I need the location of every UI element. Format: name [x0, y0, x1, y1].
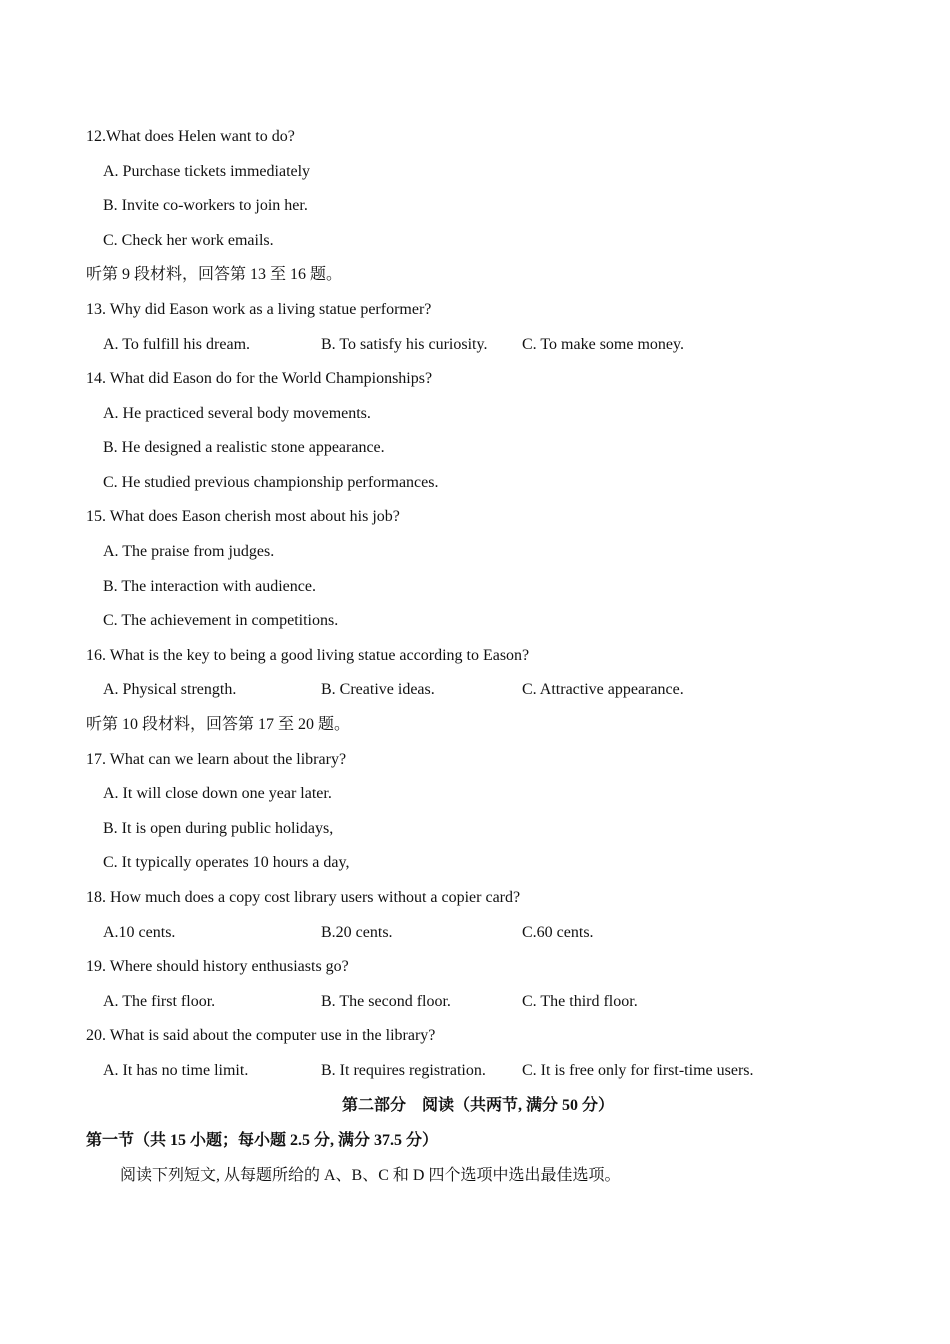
q13-option-c: C. To make some money.: [522, 336, 684, 353]
q20-option-a: A. It has no time limit.: [103, 1062, 249, 1079]
q13-option-b: B. To satisfy his curiosity.: [321, 336, 488, 353]
q12-option-a: A. Purchase tickets immediately: [103, 163, 311, 180]
q19-option-c: C. The third floor.: [522, 993, 638, 1010]
q16-option-a: A. Physical strength.: [103, 681, 237, 698]
q16-option-c: C. Attractive appearance.: [522, 681, 684, 698]
q17-option-b: B. It is open during public holidays,: [103, 820, 334, 837]
q18-option-b: B.20 cents.: [321, 924, 393, 941]
q12-option-b: B. Invite co-workers to join her.: [103, 197, 308, 214]
q14-option-a: A. He practiced several body movements.: [103, 405, 371, 422]
question-16: 16. What is the key to being a good living statue according to Eason?: [86, 647, 530, 664]
q18-option-a: A.10 cents.: [103, 924, 176, 941]
q19-option-b: B. The second floor.: [321, 993, 451, 1010]
reading-instruction: 阅读下列短文, 从每题所给的 A、B、C 和 D 四个选项中选出最佳选项。: [120, 1167, 621, 1184]
q17-option-a: A. It will close down one year later.: [103, 785, 332, 802]
section-10-instruction: 听第 10 段材料，回答第 17 至 20 题。: [86, 716, 351, 733]
q20-option-b: B. It requires registration.: [321, 1062, 486, 1079]
q15-option-a: A. The praise from judges.: [103, 543, 275, 560]
question-12: 12.What does Helen want to do?: [86, 128, 295, 145]
question-20: 20. What is said about the computer use in the library?: [86, 1027, 436, 1044]
q13-option-a: A. To fulfill his dream.: [103, 336, 251, 353]
q20-option-c: C. It is free only for first-time users.: [522, 1062, 754, 1079]
q17-option-c: C. It typically operates 10 hours a day,: [103, 854, 350, 871]
q12-option-c: C. Check her work emails.: [103, 232, 274, 249]
question-17: 17. What can we learn about the library?: [86, 751, 347, 768]
q19-option-a: A. The first floor.: [103, 993, 216, 1010]
question-15: 15. What does Eason cherish most about his job?: [86, 508, 400, 525]
section-1-title: 第一节（共 15 小题；每小题 2.5 分, 满分 37.5 分）: [86, 1132, 439, 1149]
question-13: 13. Why did Eason work as a living statue performer?: [86, 301, 432, 318]
q16-option-b: B. Creative ideas.: [321, 681, 435, 698]
question-18: 18. How much does a copy cost library users without a copier card?: [86, 889, 521, 906]
q18-option-c: C.60 cents.: [522, 924, 594, 941]
part-2-title: 第二部分 阅读（共两节, 满分 50 分）: [341, 1097, 614, 1114]
q15-option-b: B. The interaction with audience.: [103, 578, 316, 595]
question-19: 19. Where should history enthusiasts go?: [86, 958, 349, 975]
q14-option-b: B. He designed a realistic stone appearance.: [103, 439, 385, 456]
section-9-instruction: 听第 9 段材料，回答第 13 至 16 题。: [86, 266, 343, 283]
q14-option-c: C. He studied previous championship performances.: [103, 474, 439, 491]
question-14: 14. What did Eason do for the World Championships?: [86, 370, 433, 387]
q15-option-c: C. The achievement in competitions.: [103, 612, 339, 629]
